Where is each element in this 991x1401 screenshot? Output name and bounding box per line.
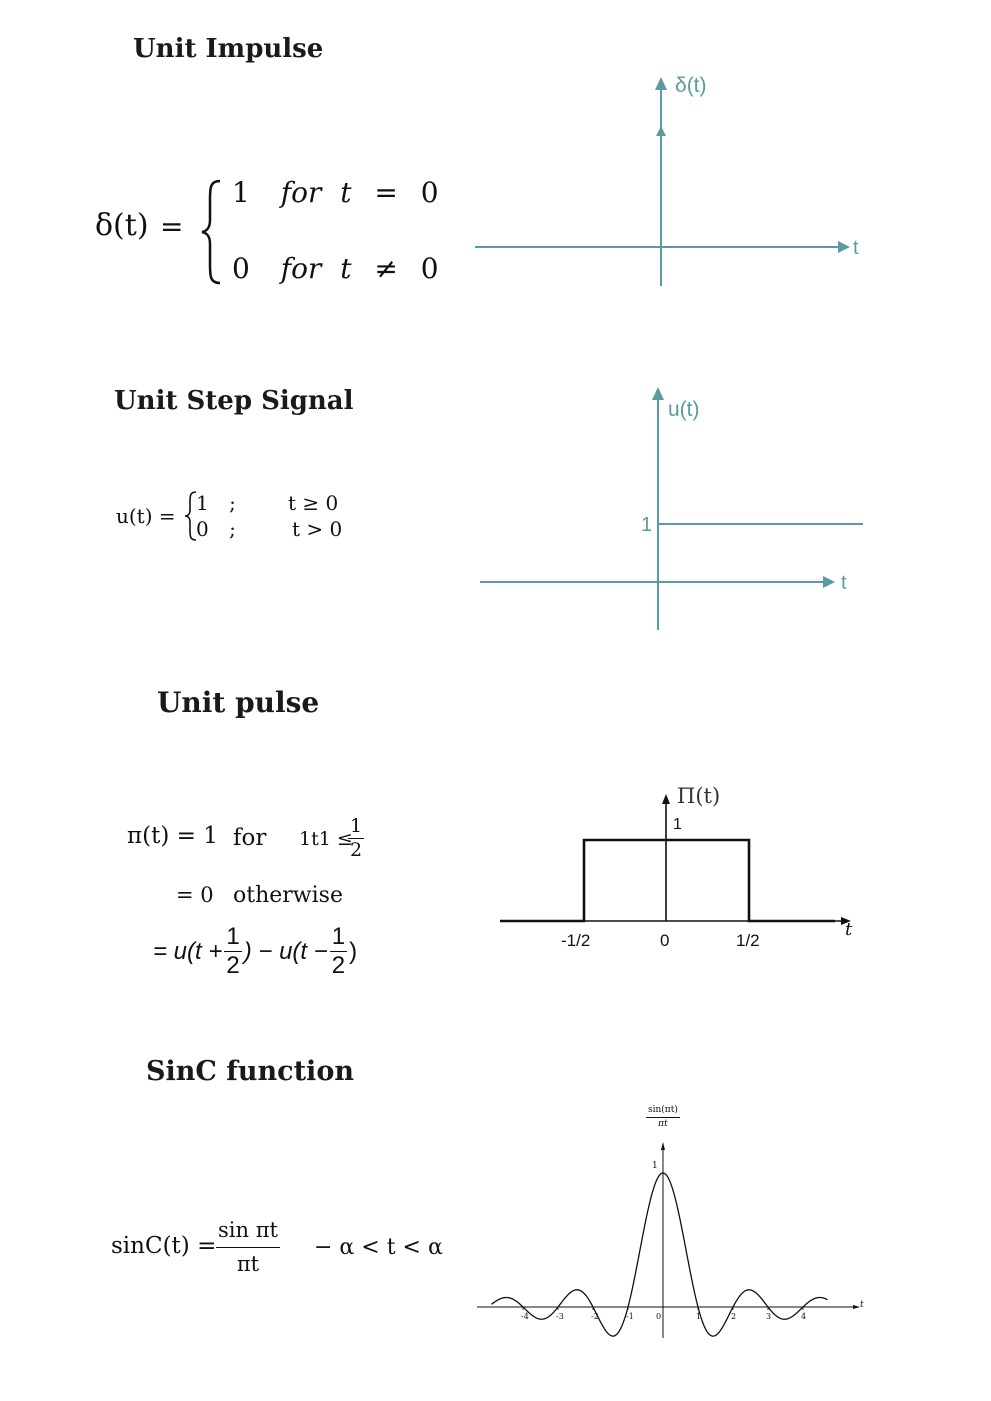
sinc-plot [470,1100,870,1350]
impulse-equals: = [160,210,184,243]
pulse-line1-frac: $\frac{1}{2}$ [350,815,363,861]
pulse-line1-cond: 1t1 ≤ [299,828,353,850]
impulse-y-arrow [655,77,667,90]
sinc-tick-label: 0 [656,1312,662,1321]
impulse-x-arrow [838,241,850,253]
sinc-heading: SinC function [146,1056,354,1087]
impulse-lhs: δ(t) [95,208,149,243]
step-case1: 1 ; t ≥ 0 [196,491,339,515]
sinc-lhs: sinC(t) = [111,1233,217,1259]
sinc-level-label: 1 [652,1161,658,1171]
pulse-tick-zero: 0 [660,931,670,950]
sinc-y-arrow [661,1142,665,1150]
step-case2: 0 ; t > 0 [196,517,343,541]
impulse-heading: Unit Impulse [133,34,324,64]
sinc-tick-label: -1 [626,1312,634,1321]
pulse-y-label: Π(t) [677,784,721,808]
pulse-x-label: t [845,919,853,940]
step-y-arrow [652,387,664,400]
impulse-brace [198,178,228,286]
sinc-fraction: $\frac{\text{sin πt}}{\pi t}$ [218,1218,278,1276]
sinc-x-arrow [853,1305,860,1309]
impulse-x-label: t [853,237,859,259]
pulse-tick-left: -1/2 [561,931,591,950]
pulse-line2-text: otherwise [233,883,343,908]
sinc-y-label: $\frac{\sin(\pi t)}{\pi t}$ [648,1105,678,1129]
sinc-x-label: t [860,1300,864,1310]
impulse-case1: 1 for t = 0 [232,176,439,209]
sinc-tick-label: 3 [766,1312,772,1321]
pulse-line1-lhs: π(t) = 1 [127,823,218,849]
sinc-tick-label: 2 [731,1312,737,1321]
sinc-tick-label: -2 [591,1312,599,1321]
step-y-label: u(t) [668,398,700,421]
impulse-spike-arrow [656,126,666,136]
step-level-label: 1 [641,514,653,536]
step-heading: Unit Step Signal [114,386,354,416]
sinc-tick-label: -4 [521,1312,529,1321]
impulse-case2: 0 for t ≠ 0 [232,252,439,285]
pulse-line2-lhs: = 0 [176,883,214,907]
sinc-range: − α < t < α [314,1235,443,1260]
impulse-plot [470,70,890,300]
pulse-tick-right: 1/2 [736,931,760,950]
pulse-line1-for: for [233,825,267,851]
pulse-level-label: 1 [673,816,682,833]
sinc-tick-label: 4 [801,1312,807,1321]
step-lhs: u(t) = [116,504,176,528]
sinc-tick-label: -3 [556,1312,564,1321]
pulse-line3: = u(t + $\frac{1}{2}$ ) − u(t − $\frac{1}{2}$ ) [153,923,358,979]
step-x-arrow [823,576,835,588]
pulse-heading: Unit pulse [157,686,320,719]
sinc-tick-label: 1 [696,1312,702,1321]
step-x-label: t [841,572,847,594]
pulse-curve [500,840,835,921]
pulse-y-arrow [662,794,670,804]
impulse-y-label: δ(t) [675,74,707,97]
